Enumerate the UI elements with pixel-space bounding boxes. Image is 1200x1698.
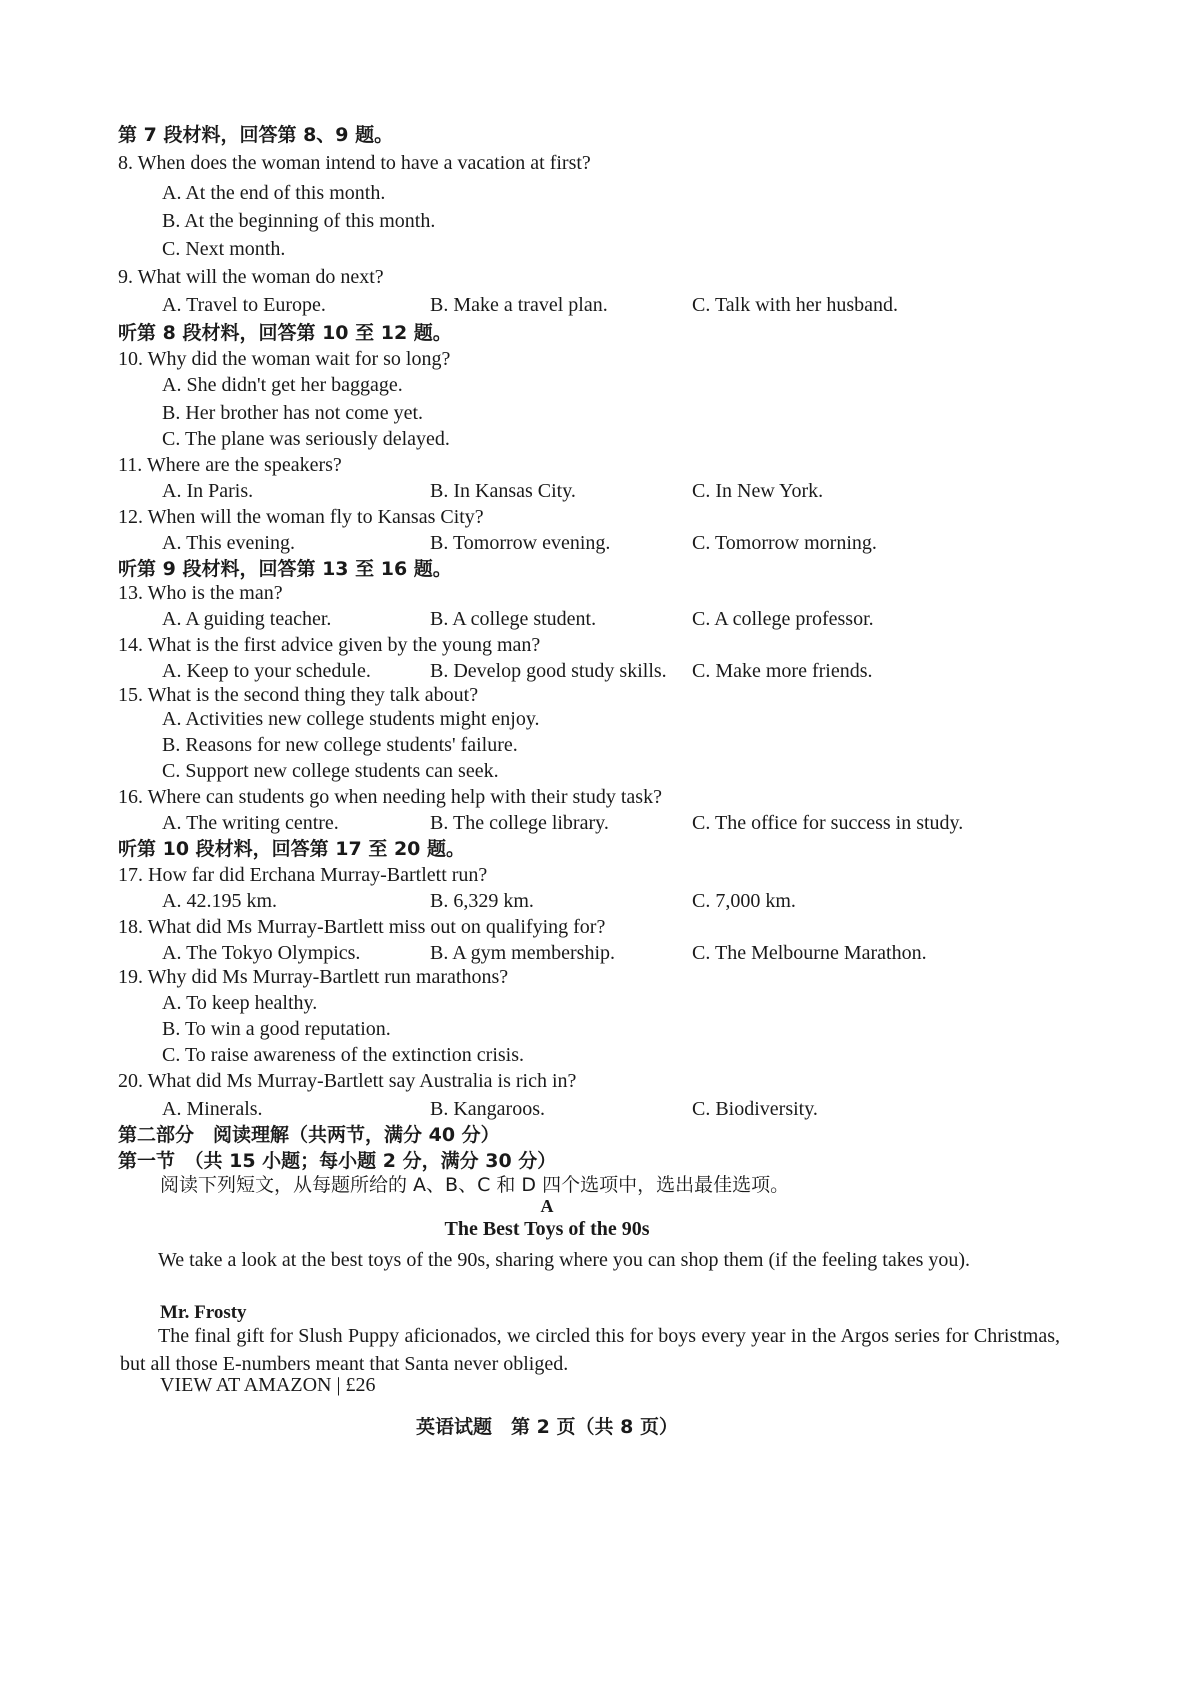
q13-option-b: B. A college student. <box>430 608 597 630</box>
q20-option-a: A. Minerals. <box>162 1098 263 1120</box>
question-12: 12. When will the woman fly to Kansas City? <box>118 506 484 528</box>
q13-option-c: C. A college professor. <box>692 608 874 630</box>
q13-option-a: A. A guiding teacher. <box>162 608 332 630</box>
question-15: 15. What is the second thing they talk about? <box>118 684 479 706</box>
question-20: 20. What did Ms Murray-Bartlett say Australia is rich in? <box>118 1070 577 1092</box>
question-11: 11. Where are the speakers? <box>118 454 342 476</box>
q17-option-b: B. 6,329 km. <box>430 890 534 912</box>
q12-option-c: C. Tomorrow morning. <box>692 532 877 554</box>
q8-option-c: C. Next month. <box>162 238 286 260</box>
part-header: 第二部分 阅读理解（共两节，满分 40 分） <box>118 1124 500 1146</box>
q20-option-b: B. Kangaroos. <box>430 1098 545 1120</box>
item-price: VIEW AT AMAZON | £26 <box>160 1374 376 1396</box>
q18-option-a: A. The Tokyo Olympics. <box>162 942 361 964</box>
q16-option-a: A. The writing centre. <box>162 812 339 834</box>
q16-option-b: B. The college library. <box>430 812 609 834</box>
q14-option-a: A. Keep to your schedule. <box>162 660 371 682</box>
q19-option-a: A. To keep healthy. <box>162 992 318 1014</box>
q17-option-a: A. 42.195 km. <box>162 890 277 912</box>
q16-option-c: C. The office for success in study. <box>692 812 964 834</box>
q11-option-b: B. In Kansas City. <box>430 480 576 502</box>
q18-option-b: B. A gym membership. <box>430 942 615 964</box>
q8-option-a: A. At the end of this month. <box>162 182 386 204</box>
q19-option-b: B. To win a good reputation. <box>162 1018 391 1040</box>
section-header: 听第 9 段材料，回答第 13 至 16 题。 <box>118 558 452 580</box>
instruction-text: 阅读下列短文，从每题所给的 A、B、C 和 D 四个选项中，选出最佳选项。 <box>160 1174 790 1196</box>
question-10: 10. Why did the woman wait for so long? <box>118 348 451 370</box>
q10-option-c: C. The plane was seriously delayed. <box>162 428 450 450</box>
q11-option-c: C. In New York. <box>692 480 824 502</box>
question-9: 9. What will the woman do next? <box>118 266 384 288</box>
passage-letter: A <box>540 1196 554 1216</box>
q20-option-c: C. Biodiversity. <box>692 1098 818 1120</box>
q9-option-c: C. Talk with her husband. <box>692 294 898 316</box>
question-8: 8. When does the woman intend to have a vacation at first? <box>118 152 591 174</box>
q10-option-a: A. She didn't get her baggage. <box>162 374 403 396</box>
q19-option-c: C. To raise awareness of the extinction crisis. <box>162 1044 525 1066</box>
q12-option-a: A. This evening. <box>162 532 295 554</box>
q15-option-a: A. Activities new college students might enjoy. <box>162 708 540 730</box>
section-header: 第一节 （共 15 小题；每小题 2 分，满分 30 分） <box>118 1150 557 1172</box>
question-16: 16. Where can students go when needing help with their study task? <box>118 786 662 808</box>
q14-option-c: C. Make more friends. <box>692 660 873 682</box>
passage-intro: We take a look at the best toys of the 90s, sharing where you can shop them (if the feeling takes you). <box>158 1249 971 1271</box>
question-19: 19. Why did Ms Murray-Bartlett run marathons? <box>118 966 509 988</box>
question-17: 17. How far did Erchana Murray-Bartlett run? <box>118 864 488 886</box>
q14-option-b: B. Develop good study skills. <box>430 660 667 682</box>
page-footer: 英语试题 第 2 页（共 8 页） <box>416 1416 678 1438</box>
q9-option-b: B. Make a travel plan. <box>430 294 608 316</box>
section-header: 听第 10 段材料，回答第 17 至 20 题。 <box>118 838 466 860</box>
question-14: 14. What is the first advice given by the young man? <box>118 634 541 656</box>
q15-option-c: C. Support new college students can seek. <box>162 760 499 782</box>
q8-option-b: B. At the beginning of this month. <box>162 210 436 232</box>
item-description: The final gift for Slush Puppy aficionados, we circled this for boys every year in the Argos series for Christmas, but all those E-numbers meant that Santa never obliged. <box>120 1325 1060 1375</box>
question-13: 13. Who is the man? <box>118 582 283 604</box>
question-18: 18. What did Ms Murray-Bartlett miss out on qualifying for? <box>118 916 606 938</box>
q11-option-a: A. In Paris. <box>162 480 254 502</box>
passage-title: The Best Toys of the 90s <box>444 1218 650 1240</box>
q17-option-c: C. 7,000 km. <box>692 890 796 912</box>
item-name: Mr. Frosty <box>160 1302 247 1323</box>
q10-option-b: B. Her brother has not come yet. <box>162 402 424 424</box>
q12-option-b: B. Tomorrow evening. <box>430 532 611 554</box>
section-header: 听第 8 段材料，回答第 10 至 12 题。 <box>118 322 452 344</box>
q15-option-b: B. Reasons for new college students' failure. <box>162 734 518 756</box>
q9-option-a: A. Travel to Europe. <box>162 294 326 316</box>
section-header: 第 7 段材料，回答第 8、9 题。 <box>118 124 394 146</box>
q18-option-c: C. The Melbourne Marathon. <box>692 942 927 964</box>
